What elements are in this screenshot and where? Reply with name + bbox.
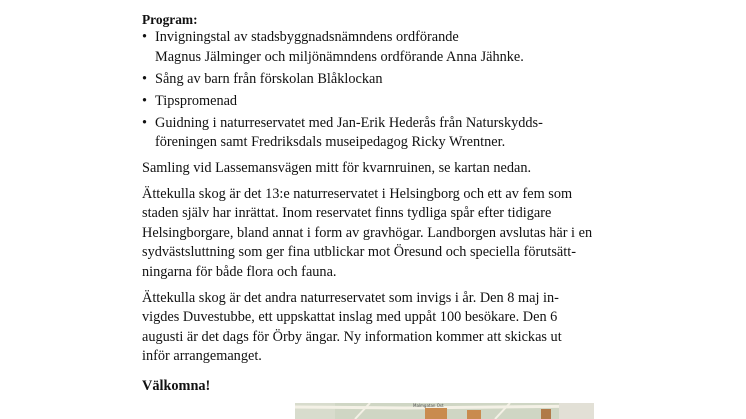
reserve-description-paragraph: [142, 185, 612, 283]
bullet-icon: •: [142, 70, 148, 87]
map-building: [425, 408, 447, 419]
paragraph-line: Helsingborgare, bland annat i form av gravhögar. Landborgen avslutas här i en: [142, 224, 593, 241]
closing-greeting: Välkomna!: [142, 377, 211, 394]
paragraph-line: inför arrangemanget.: [142, 348, 262, 364]
program-item: [142, 70, 612, 90]
program-list: [142, 28, 612, 153]
program-item-line: föreningen samt Fredriksdals museipedagog Ricky Wrentner.: [155, 134, 506, 150]
paragraph-line: Samling vid Lassemansvägen mitt för kvarnruinen, se kartan nedan.: [142, 159, 532, 176]
paragraph-line: staden själv har inrättat. Inom reservatet finns tydliga spår efter tidigare: [142, 205, 552, 221]
program-heading: Program:: [142, 12, 198, 27]
paragraph-line: Ättekulla skog är det andra naturreservatet som invigs i år. Den 8 maj in-: [142, 289, 559, 306]
other-reserves-paragraph: [142, 289, 612, 367]
map-graphic: [295, 403, 594, 419]
map-area: [559, 403, 594, 419]
paragraph-line: augusti är det dags för Örby ängar. Ny information kommer att skickas ut: [142, 328, 562, 345]
bullet-icon: •: [142, 92, 148, 109]
map-street-label: Malmgatan Ost: [413, 403, 444, 408]
map-building: [467, 410, 481, 419]
program-item-line: Sång av barn från förskolan Blåklockan: [155, 70, 383, 87]
program-item-line: Invigningstal av stadsbyggnadsnämndens ordförande: [155, 29, 459, 45]
paragraph-line: vigdes Duvestubbe, ett uppskattat inslag med uppåt 100 besökare. Den 6: [142, 309, 558, 325]
paragraph-line: sydvästsluttning som ger fina utblickar mot Öresund och speciella förutsätt-: [142, 244, 576, 260]
program-item: [142, 114, 612, 153]
map-road: [295, 406, 594, 408]
bullet-icon: •: [142, 29, 148, 45]
paragraph-line: Ättekulla skog är det 13:e naturreservatet i Helsingborg och ett av fem som: [142, 185, 573, 202]
program-item: [142, 28, 612, 67]
map-field: [295, 403, 335, 419]
program-item-line: Magnus Jälminger och miljönämndens ordförande Anna Jähnke.: [155, 48, 524, 65]
program-item: [142, 92, 612, 112]
paragraph-line: ningarna för både flora och fauna.: [142, 263, 337, 280]
document-body: [142, 11, 612, 396]
meeting-point-paragraph: [142, 159, 612, 179]
program-item-line: Tipspromenad: [155, 92, 238, 109]
bullet-icon: •: [142, 114, 148, 131]
map-building: [541, 409, 551, 419]
program-item-line: Guidning i naturreservatet med Jan-Erik Hederås från Naturskydds-: [155, 114, 543, 131]
location-map: [295, 403, 594, 419]
